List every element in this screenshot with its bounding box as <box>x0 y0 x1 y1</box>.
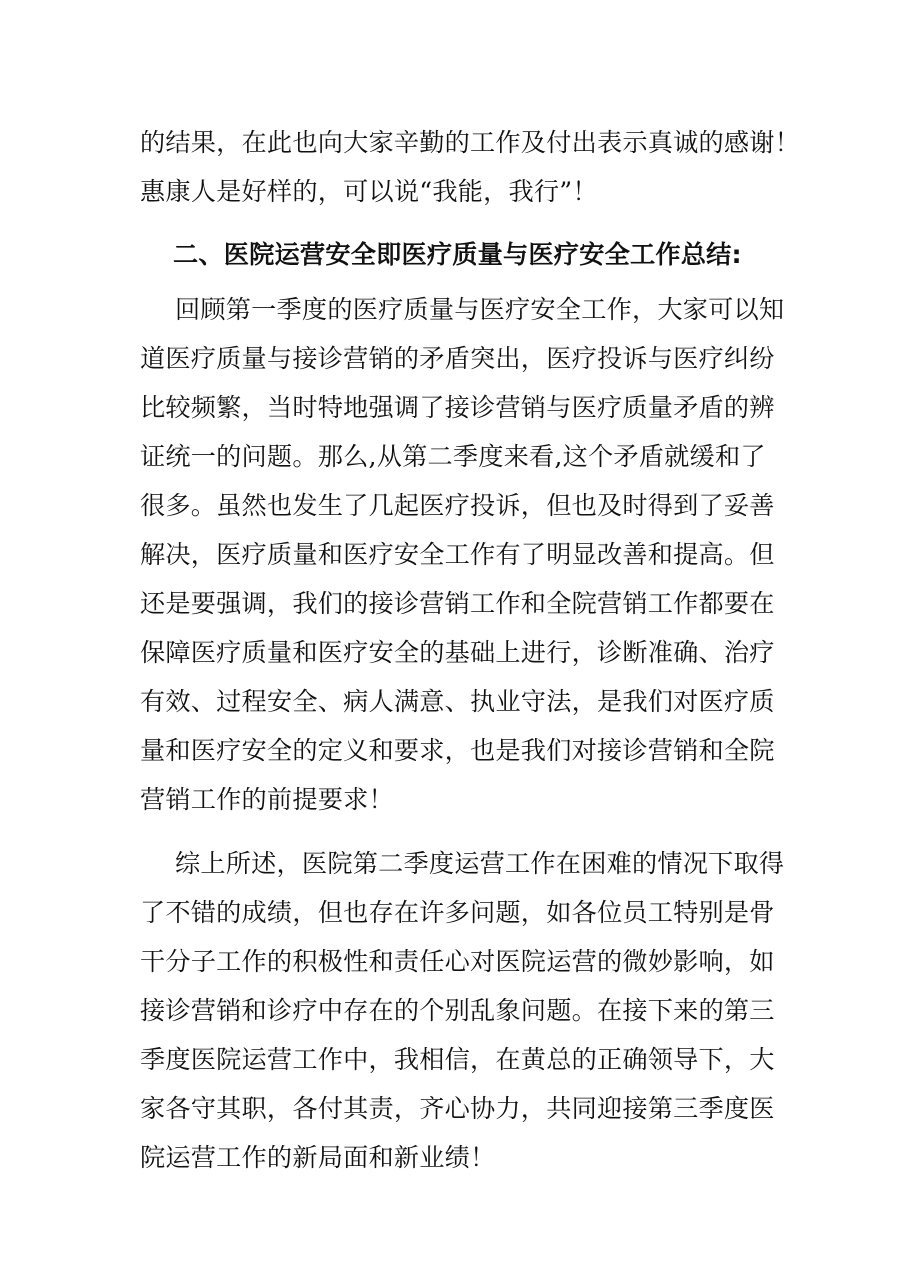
paragraph1-line-9: 有效、过程安全、病人满意、执业守法，是我们对医疗质 <box>140 687 775 716</box>
paragraph1-line-10: 量和医疗安全的定义和要求，也是我们对接诊营销和全院 <box>140 736 775 765</box>
paragraph1-line-6: 解决，医疗质量和医疗安全工作有了明显改善和提高。但 <box>140 540 775 569</box>
paragraph1-line-3: 比较频繁，当时特地强调了接诊营销与医疗质量矛盾的辨 <box>140 393 775 422</box>
paragraph1-line-1: 回顾第一季度的医疗质量与医疗安全工作，大家可以知 <box>175 295 785 324</box>
intro-line-1: 的结果，在此也向大家辛勤的工作及付出表示真诚的感谢！ <box>140 128 801 157</box>
paragraph1-line-11: 营销工作的前提要求！ <box>140 785 394 814</box>
paragraph1-line-8: 保障医疗质量和医疗安全的基础上进行，诊断准确、治疗 <box>140 638 775 667</box>
paragraph2-line-7: 院运营工作的新局面和新业绩！ <box>140 1143 496 1172</box>
paragraph2-line-4: 接诊营销和诊疗中存在的个别乱象问题。在接下来的第三 <box>140 996 775 1025</box>
paragraph1-line-7: 还是要强调，我们的接诊营销工作和全院营销工作都要在 <box>140 589 775 618</box>
paragraph1-line-5: 很多。虽然也发生了几起医疗投诉，但也及时得到了妥善 <box>140 491 775 520</box>
paragraph2-line-1: 综上所述，医院第二季度运营工作在困难的情况下取得 <box>175 849 785 878</box>
intro-line-2: 惠康人是好样的，可以说“我能，我行”！ <box>140 177 598 206</box>
paragraph1-line-2: 道医疗质量与接诊营销的矛盾突出，医疗投诉与医疗纠纷 <box>140 344 775 373</box>
paragraph1-line-4: 证统一的问题。那么,从第二季度来看,这个矛盾就缓和了 <box>140 442 766 471</box>
paragraph2-line-6: 家各守其职，各付其责，齐心协力，共同迎接第三季度医 <box>140 1094 775 1123</box>
paragraph2-line-2: 了不错的成绩，但也存在许多问题，如各位员工特别是骨 <box>140 898 775 927</box>
paragraph2-line-5: 季度医院运营工作中，我相信，在黄总的正确领导下，大 <box>140 1045 775 1074</box>
paragraph2-line-3: 干分子工作的积极性和责任心对医院运营的微妙影响，如 <box>140 947 775 976</box>
section-heading: 二、医院运营安全即医疗质量与医疗安全工作总结: <box>173 240 742 269</box>
